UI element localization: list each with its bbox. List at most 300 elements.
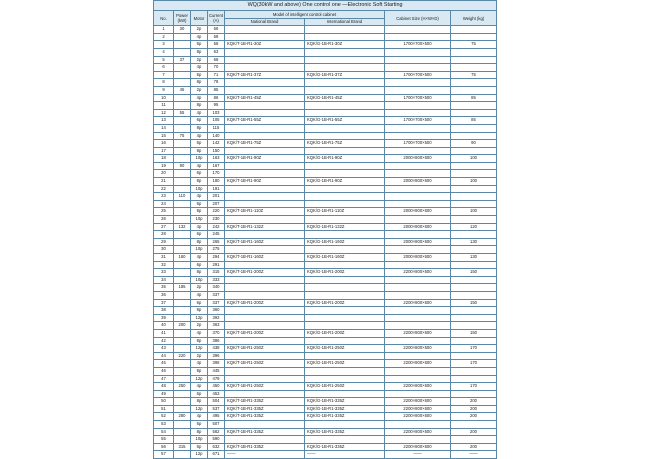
row-current: 142 <box>208 140 225 148</box>
row-power <box>174 390 191 398</box>
table-row <box>154 398 497 406</box>
row-national-brand <box>225 193 305 201</box>
row-cabinet-size <box>385 79 451 87</box>
row-international-brand <box>305 246 385 254</box>
row-international-brand <box>305 193 385 201</box>
row-international-brand: KQK/G-1B-R1-250Z <box>305 345 385 353</box>
row-power <box>174 147 191 155</box>
row-weight: 100 <box>451 208 497 216</box>
row-cabinet-size: 2000×800×600 <box>385 238 451 246</box>
row-motor: 10p <box>191 246 208 254</box>
row-cabinet-size: 2200×800×600 <box>385 345 451 353</box>
row-power <box>174 398 191 406</box>
table-row <box>154 269 497 277</box>
row-national-brand <box>225 231 305 239</box>
table-row <box>154 79 497 87</box>
row-no: 5 <box>154 56 174 64</box>
row-no: 1 <box>154 26 174 34</box>
row-no: 47 <box>154 375 174 383</box>
row-cabinet-size <box>385 307 451 315</box>
row-international-brand <box>305 56 385 64</box>
row-motor: 4p <box>191 383 208 391</box>
row-cabinet-size <box>385 170 451 178</box>
row-cabinet-size: 2200×800×600 <box>385 428 451 436</box>
row-international-brand <box>305 421 385 429</box>
row-weight <box>451 79 497 87</box>
row-national-brand: KQK/T-1B-R1-250Z <box>225 345 305 353</box>
row-weight <box>451 291 497 299</box>
row-motor: 6p <box>191 140 208 148</box>
row-weight <box>451 86 497 94</box>
row-cabinet-size: 2200×800×600 <box>385 413 451 421</box>
row-motor: 8p <box>191 337 208 345</box>
row-international-brand: KQK/G-1B-R1-30Z <box>305 41 385 49</box>
row-power <box>174 337 191 345</box>
row-weight <box>451 231 497 239</box>
row-current: 70 <box>208 64 225 72</box>
row-motor: 4p <box>191 162 208 170</box>
row-international-brand <box>305 352 385 360</box>
row-power <box>174 102 191 110</box>
row-current: 590 <box>208 436 225 444</box>
row-weight <box>451 200 497 208</box>
row-no: 8 <box>154 79 174 87</box>
row-international-brand <box>305 375 385 383</box>
table-body <box>154 26 497 459</box>
row-international-brand: KQK/G-1B-R1-37Z <box>305 71 385 79</box>
row-weight: 130 <box>451 254 497 262</box>
row-international-brand: KQK/G-1B-R1-160Z <box>305 254 385 262</box>
row-no: 14 <box>154 124 174 132</box>
row-power <box>174 451 191 459</box>
row-motor: 6p <box>191 390 208 398</box>
row-motor: 8p <box>191 269 208 277</box>
row-cabinet-size <box>385 102 451 110</box>
row-international-brand <box>305 231 385 239</box>
row-motor: 4p <box>191 413 208 421</box>
row-international-brand: KQK/G-1B-R1-335Z <box>305 443 385 451</box>
row-international-brand: KQK/G-1B-R1-200Z <box>305 299 385 307</box>
row-no: 55 <box>154 436 174 444</box>
row-national-brand <box>225 307 305 315</box>
row-no: 19 <box>154 162 174 170</box>
table-row <box>154 291 497 299</box>
row-power <box>174 124 191 132</box>
row-cabinet-size <box>385 26 451 34</box>
row-cabinet-size <box>385 246 451 254</box>
row-national-brand <box>225 375 305 383</box>
row-power: 160 <box>174 254 191 262</box>
row-power: 315 <box>174 443 191 451</box>
row-no: 46 <box>154 367 174 375</box>
row-national-brand: KQK/T-1B-R1-335Z <box>225 398 305 406</box>
row-cabinet-size: 2200×800×600 <box>385 398 451 406</box>
table-row <box>154 261 497 269</box>
row-motor: 4p <box>191 94 208 102</box>
row-cabinet-size: 1700×700×500 <box>385 117 451 125</box>
row-no: 57 <box>154 451 174 459</box>
row-motor: 10p <box>191 185 208 193</box>
row-current: 230 <box>208 216 225 224</box>
row-international-brand <box>305 48 385 56</box>
table-row <box>154 329 497 337</box>
header-cabinet-size: Cabinet Size (H×W×D) <box>385 11 451 26</box>
row-weight <box>451 314 497 322</box>
header-international-brand: International Brand <box>305 18 385 26</box>
row-power <box>174 238 191 246</box>
row-weight: 150 <box>451 299 497 307</box>
table-row <box>154 367 497 375</box>
row-national-brand <box>225 102 305 110</box>
row-cabinet-size <box>385 162 451 170</box>
row-national-brand: KQK/T-1B-R1-55Z <box>225 117 305 125</box>
row-no: 10 <box>154 94 174 102</box>
row-weight <box>451 193 497 201</box>
row-cabinet-size <box>385 291 451 299</box>
table-row <box>154 428 497 436</box>
row-power <box>174 276 191 284</box>
row-national-brand <box>225 33 305 41</box>
table-title: WQ(30kW and above) One control one —Electronic Soft Starting <box>154 1 497 11</box>
row-current: 370 <box>208 329 225 337</box>
row-no: 18 <box>154 155 174 163</box>
row-motor: 12p <box>191 375 208 383</box>
row-national-brand: —— <box>225 451 305 459</box>
table-row <box>154 254 497 262</box>
row-motor: 2p <box>191 26 208 34</box>
row-national-brand: KQK/T-1B-R1-200Z <box>225 299 305 307</box>
row-current: 140 <box>208 132 225 140</box>
row-cabinet-size: 2000×800×600 <box>385 208 451 216</box>
row-weight: 75 <box>451 71 497 79</box>
row-cabinet-size <box>385 276 451 284</box>
table-row <box>154 246 497 254</box>
row-power <box>174 117 191 125</box>
table-row <box>154 185 497 193</box>
table-row <box>154 170 497 178</box>
row-current: 115 <box>208 124 225 132</box>
row-current: 191 <box>208 185 225 193</box>
row-international-brand: KQK/G-1B-R1-90Z <box>305 155 385 163</box>
row-current: 360 <box>208 307 225 315</box>
row-motor: 8p <box>191 208 208 216</box>
row-weight: 75 <box>451 41 497 49</box>
row-no: 31 <box>154 254 174 262</box>
row-cabinet-size <box>385 132 451 140</box>
row-national-brand <box>225 291 305 299</box>
row-weight: 170 <box>451 360 497 368</box>
row-no: 50 <box>154 398 174 406</box>
row-motor: 12p <box>191 451 208 459</box>
row-current: 95 <box>208 102 225 110</box>
row-no: 39 <box>154 314 174 322</box>
row-international-brand <box>305 337 385 345</box>
row-international-brand <box>305 276 385 284</box>
row-power <box>174 155 191 163</box>
row-international-brand: KQK/G-1B-R1-45Z <box>305 94 385 102</box>
row-weight <box>451 246 497 254</box>
row-national-brand <box>225 48 305 56</box>
row-current: 163 <box>208 155 225 163</box>
row-no: 41 <box>154 329 174 337</box>
row-motor: 8p <box>191 367 208 375</box>
row-cabinet-size: 2200×800×600 <box>385 383 451 391</box>
row-weight: 85 <box>451 117 497 125</box>
table-row <box>154 124 497 132</box>
row-international-brand: KQK/G-1B-R1-160Z <box>305 238 385 246</box>
header-weight: Weight (kg) <box>451 11 497 26</box>
row-no: 3 <box>154 41 174 49</box>
row-no: 43 <box>154 345 174 353</box>
row-current: 105 <box>208 117 225 125</box>
row-international-brand <box>305 216 385 224</box>
table-row <box>154 307 497 315</box>
table-row <box>154 345 497 353</box>
row-weight: 200 <box>451 405 497 413</box>
row-power: 132 <box>174 223 191 231</box>
row-no: 9 <box>154 86 174 94</box>
row-no: 38 <box>154 307 174 315</box>
table-row <box>154 208 497 216</box>
row-current: 170 <box>208 170 225 178</box>
row-current: 386 <box>208 337 225 345</box>
row-power <box>174 208 191 216</box>
row-no: 52 <box>154 413 174 421</box>
row-international-brand: KQK/G-1B-R1-335Z <box>305 428 385 436</box>
row-national-brand <box>225 390 305 398</box>
row-national-brand <box>225 79 305 87</box>
row-cabinet-size: —— <box>385 451 451 459</box>
row-power <box>174 216 191 224</box>
header-motor: Motor <box>191 11 208 26</box>
row-national-brand: KQK/T-1B-R1-250Z <box>225 383 305 391</box>
row-no: 51 <box>154 405 174 413</box>
row-motor: 10p <box>191 155 208 163</box>
row-current: 340 <box>208 284 225 292</box>
row-power <box>174 261 191 269</box>
row-weight: 200 <box>451 443 497 451</box>
row-national-brand <box>225 162 305 170</box>
row-power: 110 <box>174 193 191 201</box>
row-current: 632 <box>208 443 225 451</box>
row-power <box>174 79 191 87</box>
row-motor: 8p <box>191 398 208 406</box>
row-national-brand <box>225 367 305 375</box>
row-national-brand: KQK/T-1B-R1-200Z <box>225 329 305 337</box>
row-weight <box>451 147 497 155</box>
table-row <box>154 200 497 208</box>
row-weight <box>451 170 497 178</box>
table-row <box>154 322 497 330</box>
row-national-brand <box>225 147 305 155</box>
row-power <box>174 185 191 193</box>
row-cabinet-size <box>385 33 451 41</box>
table-row <box>154 71 497 79</box>
row-national-brand <box>225 200 305 208</box>
row-power <box>174 94 191 102</box>
row-motor: 10p <box>191 276 208 284</box>
row-no: 24 <box>154 200 174 208</box>
table-row <box>154 421 497 429</box>
row-national-brand <box>225 132 305 140</box>
row-current: 479 <box>208 375 225 383</box>
row-current: 71 <box>208 71 225 79</box>
row-cabinet-size <box>385 314 451 322</box>
row-international-brand <box>305 322 385 330</box>
row-national-brand <box>225 64 305 72</box>
row-power <box>174 48 191 56</box>
row-motor: 4p <box>191 360 208 368</box>
row-motor: 6p <box>191 299 208 307</box>
table-row <box>154 216 497 224</box>
row-current: 398 <box>208 360 225 368</box>
row-current: 495 <box>208 413 225 421</box>
table-row <box>154 299 497 307</box>
row-weight <box>451 337 497 345</box>
table-row <box>154 337 497 345</box>
row-power <box>174 71 191 79</box>
row-no: 27 <box>154 223 174 231</box>
row-motor: 6p <box>191 71 208 79</box>
row-power <box>174 231 191 239</box>
row-no: 25 <box>154 208 174 216</box>
table-row <box>154 314 497 322</box>
row-weight <box>451 390 497 398</box>
table-row <box>154 94 497 102</box>
row-international-brand <box>305 162 385 170</box>
row-cabinet-size <box>385 337 451 345</box>
table-row <box>154 155 497 163</box>
row-no: 22 <box>154 185 174 193</box>
row-weight <box>451 162 497 170</box>
row-motor: 12p <box>191 405 208 413</box>
row-motor: 8p <box>191 124 208 132</box>
row-national-brand <box>225 322 305 330</box>
row-current: 265 <box>208 238 225 246</box>
table-row <box>154 33 497 41</box>
row-motor: 6p <box>191 231 208 239</box>
row-weight <box>451 436 497 444</box>
table-row <box>154 383 497 391</box>
row-cabinet-size: 2000×800×600 <box>385 155 451 163</box>
row-current: 438 <box>208 345 225 353</box>
row-weight <box>451 185 497 193</box>
row-current: 180 <box>208 178 225 186</box>
row-cabinet-size <box>385 421 451 429</box>
row-motor: 4p <box>191 132 208 140</box>
row-power: 75 <box>174 132 191 140</box>
row-cabinet-size: 1700×700×500 <box>385 71 451 79</box>
row-national-brand <box>225 352 305 360</box>
row-power <box>174 246 191 254</box>
table-row <box>154 140 497 148</box>
row-current: 103 <box>208 109 225 117</box>
row-international-brand <box>305 132 385 140</box>
row-international-brand <box>305 436 385 444</box>
row-motor: 6p <box>191 117 208 125</box>
row-motor: 8p <box>191 238 208 246</box>
row-international-brand: KQK/G-1B-R1-75Z <box>305 140 385 148</box>
row-weight: 150 <box>451 269 497 277</box>
table-row <box>154 284 497 292</box>
table-row <box>154 231 497 239</box>
row-no: 42 <box>154 337 174 345</box>
table-row <box>154 451 497 459</box>
row-no: 21 <box>154 178 174 186</box>
row-current: 453 <box>208 390 225 398</box>
table-row <box>154 178 497 186</box>
row-cabinet-size <box>385 322 451 330</box>
spec-sheet <box>153 0 496 459</box>
table-row <box>154 238 497 246</box>
row-no: 40 <box>154 322 174 330</box>
header-no: No. <box>154 11 174 26</box>
row-cabinet-size <box>385 367 451 375</box>
row-weight <box>451 276 497 284</box>
row-international-brand: KQK/G-1B-R1-335Z <box>305 398 385 406</box>
row-international-brand <box>305 124 385 132</box>
row-international-brand <box>305 33 385 41</box>
row-no: 23 <box>154 193 174 201</box>
row-weight <box>451 124 497 132</box>
row-international-brand <box>305 102 385 110</box>
row-current: 58 <box>208 33 225 41</box>
spec-table <box>153 0 497 459</box>
row-power <box>174 345 191 353</box>
row-power: 185 <box>174 284 191 292</box>
table-row <box>154 102 497 110</box>
row-power: 45 <box>174 86 191 94</box>
row-international-brand <box>305 291 385 299</box>
row-current: 150 <box>208 147 225 155</box>
row-national-brand <box>225 436 305 444</box>
row-power <box>174 405 191 413</box>
row-power: 220 <box>174 352 191 360</box>
row-national-brand <box>225 56 305 64</box>
row-cabinet-size <box>385 64 451 72</box>
row-motor: 10p <box>191 436 208 444</box>
row-current: 294 <box>208 254 225 262</box>
row-weight: 90 <box>451 140 497 148</box>
row-current: 242 <box>208 223 225 231</box>
table-row <box>154 117 497 125</box>
row-current: 537 <box>208 405 225 413</box>
row-current: 363 <box>208 322 225 330</box>
row-current: 85 <box>208 86 225 94</box>
row-motor: 2p <box>191 56 208 64</box>
row-international-brand <box>305 79 385 87</box>
row-motor: 8p <box>191 428 208 436</box>
row-weight: —— <box>451 451 497 459</box>
row-no: 17 <box>154 147 174 155</box>
row-international-brand <box>305 367 385 375</box>
row-national-brand <box>225 216 305 224</box>
row-cabinet-size <box>385 200 451 208</box>
row-motor: 2p <box>191 86 208 94</box>
row-international-brand <box>305 200 385 208</box>
row-current: 220 <box>208 208 225 216</box>
row-motor: 10p <box>191 216 208 224</box>
row-international-brand: KQK/G-1B-R1-132Z <box>305 223 385 231</box>
row-no: 35 <box>154 284 174 292</box>
row-motor: 4p <box>191 109 208 117</box>
row-national-brand: KQK/T-1B-R1-37Z <box>225 71 305 79</box>
row-weight: 170 <box>451 345 497 353</box>
row-national-brand <box>225 185 305 193</box>
row-no: 26 <box>154 216 174 224</box>
table-row <box>154 375 497 383</box>
row-power <box>174 314 191 322</box>
